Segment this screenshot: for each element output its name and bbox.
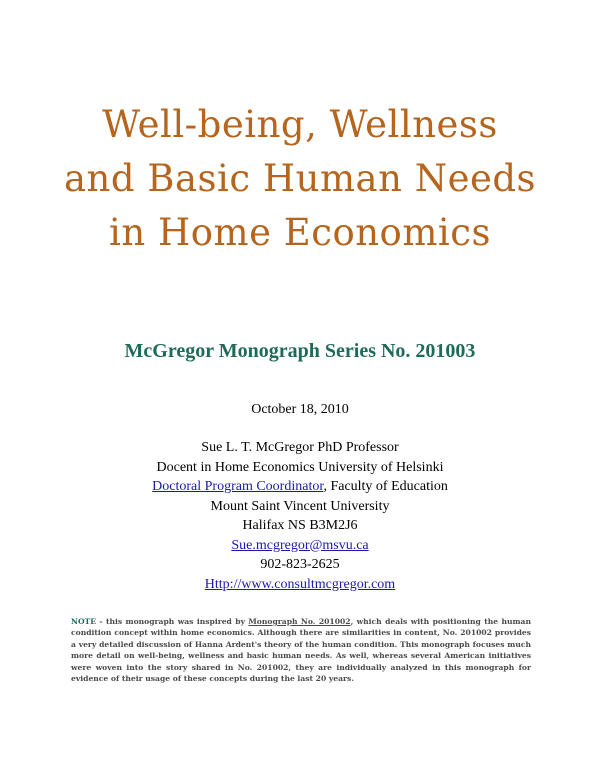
series-heading: McGregor Monograph Series No. 201003 xyxy=(124,340,476,362)
email-link[interactable]: Sue.mcgregor@msvu.ca xyxy=(231,537,369,553)
role-link[interactable]: Doctoral Program Coordinator xyxy=(152,479,324,494)
author-docent: Docent in Home Economics University of Helsinki xyxy=(156,459,444,475)
note-paragraph xyxy=(71,616,531,684)
author-university: Mount Saint Vincent University xyxy=(210,498,390,514)
role-rest: , Faculty of Education xyxy=(323,479,448,494)
title-line-2: and Basic Human Needs xyxy=(63,157,537,200)
publication-date: October 18, 2010 xyxy=(251,402,349,417)
monograph-link[interactable]: Monograph No. 201002 xyxy=(248,617,351,626)
author-website-line xyxy=(0,575,600,595)
author-address: Halifax NS B3M2J6 xyxy=(242,518,358,533)
author-phone: 902-823-2625 xyxy=(260,557,340,572)
website-link[interactable]: Http://www.consultmcgregor.com xyxy=(204,576,396,592)
document-title xyxy=(0,98,600,260)
author-email-line xyxy=(0,536,600,556)
note-label: NOTE xyxy=(71,617,96,626)
note-text-1: - this monograph was inspired by xyxy=(96,617,249,626)
author-name: Sue L. T. McGregor PhD Professor xyxy=(201,440,399,455)
author-role xyxy=(0,477,600,497)
title-line-1: Well-being, Wellness xyxy=(102,103,498,146)
author-info xyxy=(0,438,600,594)
title-line-3: in Home Economics xyxy=(109,211,491,254)
note-text-2: , which deals with positioning the human condition concept within home economics. Although there are similarities in content, No. 201002 provides a very detailed discussion of Hanna Ardent's theory of the human condition. This monograph focuses much more detail on well-being, wellness and basic human needs. As well, whereas several American initiatives were woven into the story shared in No. 201002, they are individually analyzed in this monograph for evidence of their usage of these concepts during the last 20 years. xyxy=(71,617,532,684)
